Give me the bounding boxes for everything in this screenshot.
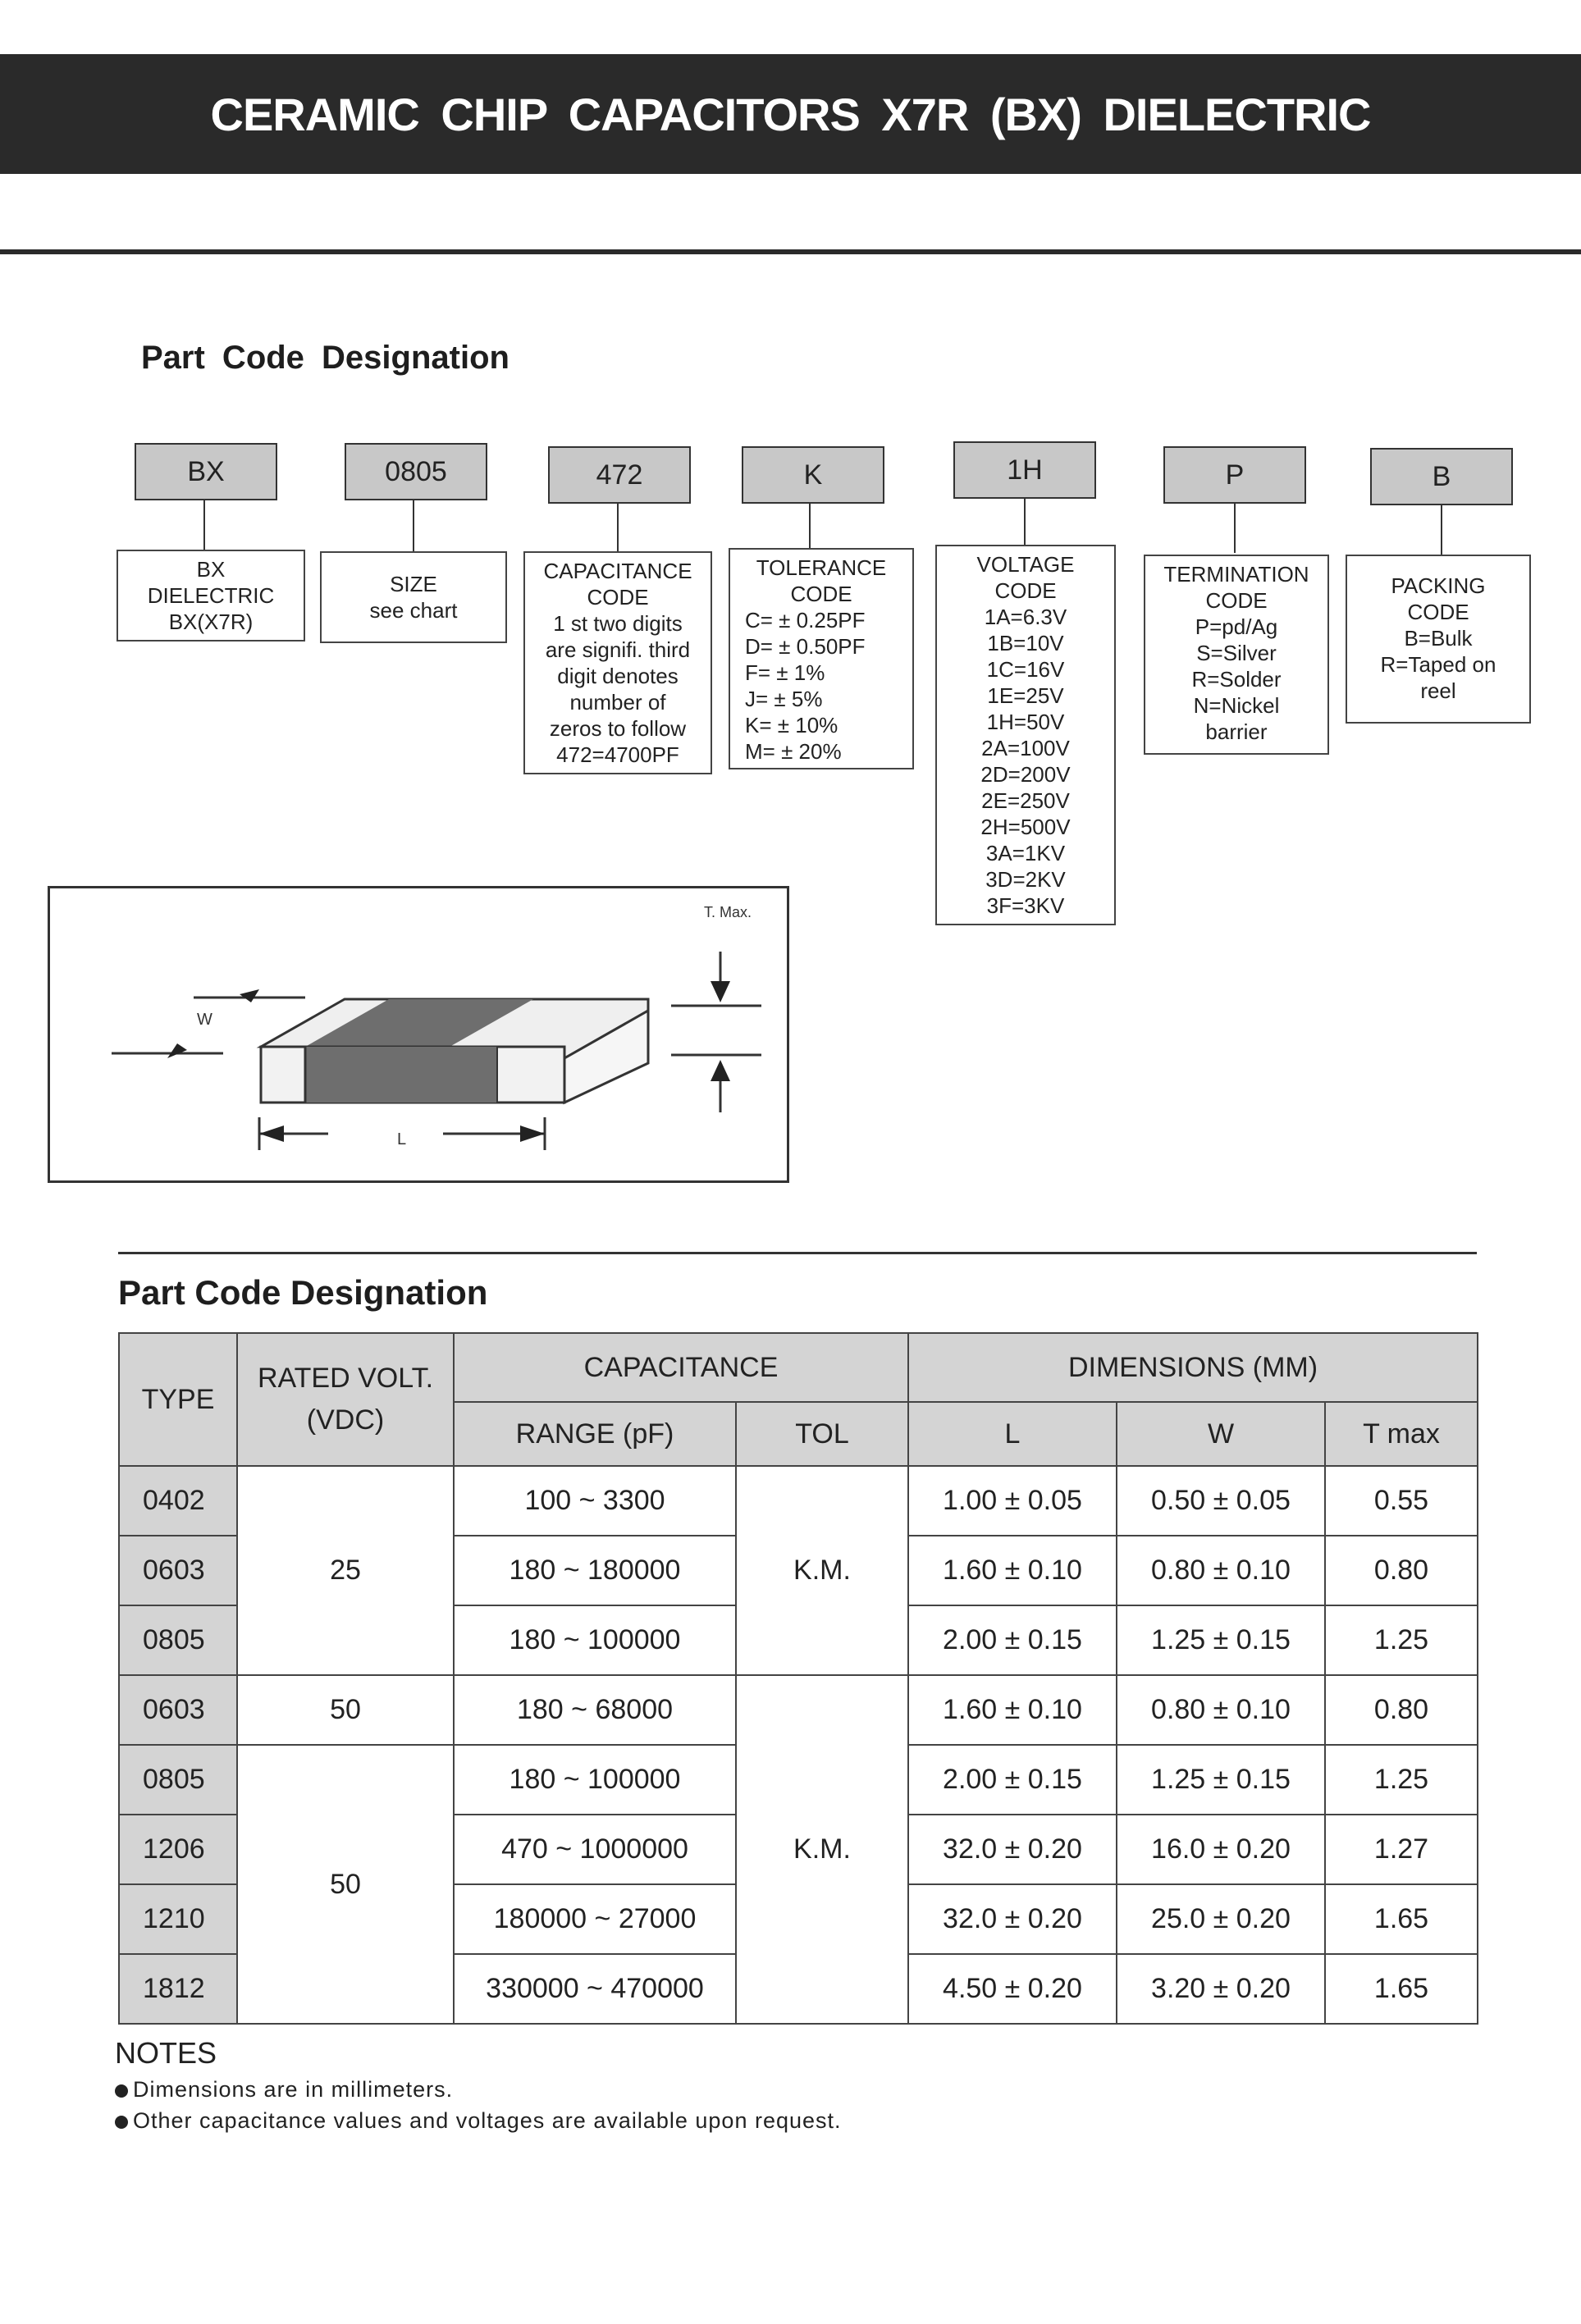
desc-line: N=Nickel bbox=[1193, 693, 1280, 718]
cell-l: 32.0 ± 0.20 bbox=[908, 1815, 1117, 1884]
notes-title: NOTES bbox=[115, 2036, 217, 2070]
header-w: W bbox=[1117, 1402, 1325, 1466]
header-tol: TOL bbox=[736, 1402, 908, 1466]
desc-line: 1E=25V bbox=[987, 683, 1064, 708]
cell-type: 0805 bbox=[119, 1605, 237, 1675]
cell-range: 180 ~ 100000 bbox=[454, 1745, 736, 1815]
l-label: L bbox=[397, 1130, 407, 1148]
code-box-size: 0805 bbox=[345, 443, 487, 500]
cell-l: 1.00 ± 0.05 bbox=[908, 1466, 1117, 1536]
cell-range: 180 ~ 68000 bbox=[454, 1675, 736, 1745]
desc-line: 1A=6.3V bbox=[984, 605, 1067, 629]
cell-t: 1.65 bbox=[1325, 1884, 1478, 1954]
desc-line: M= ± 20% bbox=[745, 739, 842, 764]
desc-line: C= ± 0.25PF bbox=[745, 608, 866, 632]
desc-line: PACKING bbox=[1391, 573, 1486, 598]
cell-type: 1210 bbox=[119, 1884, 237, 1954]
desc-line: 3F=3KV bbox=[986, 893, 1065, 918]
desc-line: CODE bbox=[790, 582, 852, 606]
table-row bbox=[119, 1675, 1478, 1745]
desc-line: B=Bulk bbox=[1404, 626, 1473, 651]
note-item bbox=[115, 2108, 842, 2134]
header-l: L bbox=[908, 1402, 1117, 1466]
cell-w: 1.25 ± 0.15 bbox=[1117, 1605, 1325, 1675]
cell-l: 1.60 ± 0.10 bbox=[908, 1536, 1117, 1605]
cell-t: 1.65 bbox=[1325, 1954, 1478, 2024]
desc-line: R=Taped on bbox=[1380, 652, 1496, 677]
cell-w: 0.80 ± 0.10 bbox=[1117, 1675, 1325, 1745]
header-type: TYPE bbox=[119, 1333, 237, 1466]
cell-volt: 25 bbox=[237, 1466, 454, 1675]
code-box-termination: P bbox=[1163, 446, 1306, 504]
w-label: W bbox=[197, 1011, 212, 1029]
header-t: T max bbox=[1325, 1402, 1478, 1466]
code-box-voltage: 1H bbox=[953, 441, 1096, 499]
cell-tol: K.M. bbox=[736, 1675, 908, 2024]
desc-line: digit denotes bbox=[557, 664, 679, 688]
header-range: RANGE (pF) bbox=[454, 1402, 736, 1466]
cell-l: 2.00 ± 0.15 bbox=[908, 1605, 1117, 1675]
desc-line: 472=4700PF bbox=[556, 742, 679, 767]
code-box-tolerance: K bbox=[742, 446, 884, 504]
desc-line: DIELECTRIC bbox=[147, 583, 275, 608]
desc-line: TERMINATION bbox=[1163, 562, 1309, 587]
cell-range: 180000 ~ 27000 bbox=[454, 1884, 736, 1954]
code-box-dielectric: BX bbox=[135, 443, 277, 500]
cell-t: 1.27 bbox=[1325, 1815, 1478, 1884]
cell-range: 180 ~ 180000 bbox=[454, 1536, 736, 1605]
cell-type: 1206 bbox=[119, 1815, 237, 1884]
desc-line: are signifi. third bbox=[545, 637, 691, 662]
desc-line: BX(X7R) bbox=[168, 610, 254, 634]
desc-line: zeros to follow bbox=[549, 716, 687, 741]
desc-line: 1 st two digits bbox=[553, 611, 683, 636]
desc-line: VOLTAGE bbox=[976, 552, 1075, 577]
cell-t: 0.55 bbox=[1325, 1466, 1478, 1536]
cell-tol: K.M. bbox=[736, 1466, 908, 1675]
desc-line: reel bbox=[1420, 678, 1456, 703]
desc-line: 3A=1KV bbox=[985, 841, 1066, 865]
code-box-packing: B bbox=[1370, 448, 1513, 505]
cell-type: 0603 bbox=[119, 1536, 237, 1605]
section-title-designation: Part Code Designation bbox=[141, 340, 509, 376]
cell-volt: 50 bbox=[237, 1675, 454, 1745]
note-text: Dimensions are in millimeters. bbox=[133, 2077, 454, 2102]
code-box-capacitance: 472 bbox=[548, 446, 691, 504]
header-rated-volt-line2: (VDC) bbox=[306, 1404, 385, 1436]
desc-line: see chart bbox=[369, 598, 458, 623]
header-capacitance: CAPACITANCE bbox=[454, 1333, 908, 1402]
cell-w: 1.25 ± 0.15 bbox=[1117, 1745, 1325, 1815]
cell-w: 16.0 ± 0.20 bbox=[1117, 1815, 1325, 1884]
cell-w: 0.80 ± 0.10 bbox=[1117, 1536, 1325, 1605]
desc-line: number of bbox=[569, 690, 666, 715]
cell-type: 1812 bbox=[119, 1954, 237, 2024]
cell-t: 1.25 bbox=[1325, 1605, 1478, 1675]
desc-line: SIZE bbox=[390, 572, 437, 596]
cell-type: 0805 bbox=[119, 1745, 237, 1815]
section-title-table: Part Code Designation bbox=[118, 1273, 488, 1312]
header-rated-volt-line1: RATED VOLT. bbox=[257, 1363, 434, 1394]
cell-t: 0.80 bbox=[1325, 1536, 1478, 1605]
desc-line: 1B=10V bbox=[987, 631, 1064, 655]
w-arrow bbox=[167, 1043, 187, 1058]
desc-line: P=pd/Ag bbox=[1195, 614, 1278, 639]
cell-volt: 50 bbox=[237, 1745, 454, 2024]
bullet-icon bbox=[115, 2084, 128, 2098]
l-arrow bbox=[520, 1125, 545, 1142]
desc-line: CODE bbox=[1205, 588, 1268, 613]
cell-w: 25.0 ± 0.20 bbox=[1117, 1884, 1325, 1954]
desc-line: K= ± 10% bbox=[745, 713, 838, 737]
cell-range: 180 ~ 100000 bbox=[454, 1605, 736, 1675]
cell-type: 0402 bbox=[119, 1466, 237, 1536]
desc-line: D= ± 0.50PF bbox=[745, 634, 866, 659]
desc-line: CODE bbox=[1407, 600, 1469, 624]
cell-l: 2.00 ± 0.15 bbox=[908, 1745, 1117, 1815]
desc-line: 1C=16V bbox=[986, 657, 1065, 682]
t-arrow bbox=[711, 981, 730, 1002]
desc-line: barrier bbox=[1205, 719, 1268, 744]
spec-table bbox=[118, 1332, 1478, 2025]
l-arrow bbox=[259, 1125, 284, 1142]
desc-line: S=Silver bbox=[1196, 641, 1277, 665]
cell-t: 0.80 bbox=[1325, 1675, 1478, 1745]
cell-range: 470 ~ 1000000 bbox=[454, 1815, 736, 1884]
cell-type: 0603 bbox=[119, 1675, 237, 1745]
desc-line: CODE bbox=[587, 585, 649, 610]
bullet-icon bbox=[115, 2116, 128, 2129]
header-dimensions: DIMENSIONS (MM) bbox=[908, 1333, 1478, 1402]
cell-t: 1.25 bbox=[1325, 1745, 1478, 1815]
cell-w: 3.20 ± 0.20 bbox=[1117, 1954, 1325, 2024]
chip-ceramic-body bbox=[305, 1047, 497, 1103]
desc-line: TOLERANCE bbox=[756, 555, 887, 580]
t-arrow bbox=[711, 1060, 730, 1081]
desc-line: 3D=2KV bbox=[985, 867, 1066, 892]
desc-line: CODE bbox=[994, 578, 1057, 603]
cell-l: 1.60 ± 0.10 bbox=[908, 1675, 1117, 1745]
desc-line: BX bbox=[196, 557, 226, 582]
note-text: Other capacitance values and voltages are available upon request. bbox=[133, 2108, 842, 2133]
cell-range: 330000 ~ 470000 bbox=[454, 1954, 736, 2024]
desc-line: 2D=200V bbox=[980, 762, 1071, 787]
desc-line: 2A=100V bbox=[981, 736, 1070, 760]
w-arrow bbox=[240, 989, 259, 1002]
note-item bbox=[115, 2077, 453, 2103]
page-title: CERAMIC CHIP CAPACITORS X7R (BX) DIELECTRIC bbox=[210, 88, 1371, 140]
desc-line: 1H=50V bbox=[986, 710, 1065, 734]
cell-l: 4.50 ± 0.20 bbox=[908, 1954, 1117, 2024]
header-rated-volt bbox=[237, 1333, 454, 1466]
t-max-label: T. Max. bbox=[704, 904, 752, 920]
desc-line: 2E=250V bbox=[981, 788, 1070, 813]
divider bbox=[118, 1252, 1477, 1254]
desc-line: 2H=500V bbox=[980, 815, 1071, 839]
table-row bbox=[119, 1466, 1478, 1536]
desc-line: CAPACITANCE bbox=[543, 559, 692, 583]
desc-line: J= ± 5% bbox=[745, 687, 823, 711]
cell-w: 0.50 ± 0.05 bbox=[1117, 1466, 1325, 1536]
cell-l: 32.0 ± 0.20 bbox=[908, 1884, 1117, 1954]
cell-range: 100 ~ 3300 bbox=[454, 1466, 736, 1536]
desc-line: F= ± 1% bbox=[745, 660, 825, 685]
desc-line: R=Solder bbox=[1191, 667, 1282, 692]
